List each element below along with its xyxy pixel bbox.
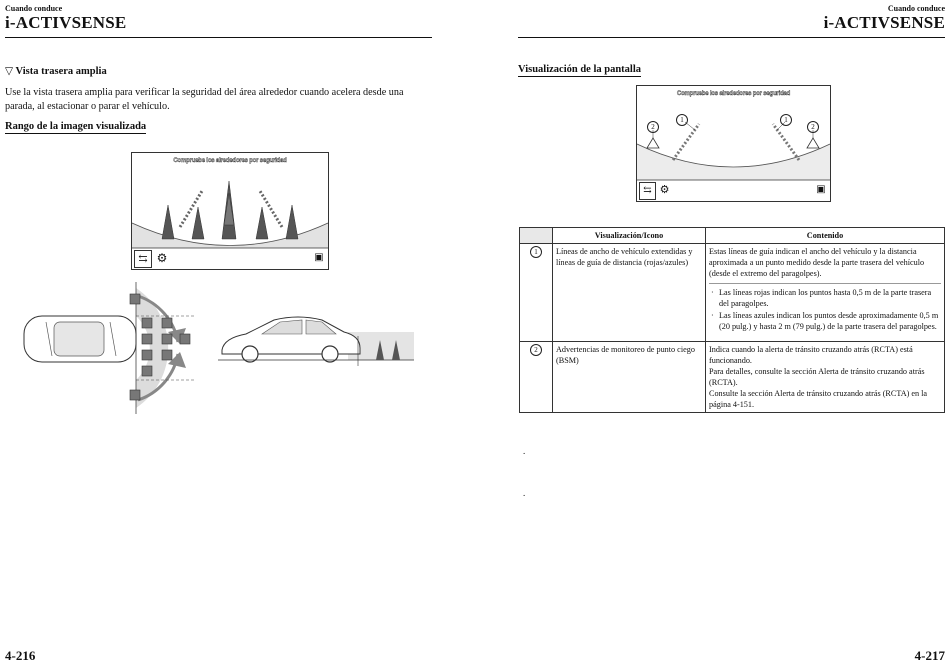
row-display-cell: Líneas de ancho de vehículo extendidas y líneas de guía de distancia (rojas/azules)	[553, 244, 706, 342]
row-number-cell: 1	[520, 244, 553, 342]
screen-banner-text: Compruebe los alrededores por seguridad	[676, 91, 791, 97]
table-header-row	[520, 228, 945, 244]
gear-icon[interactable]: ⚙	[659, 184, 670, 196]
table-header-display: Visualización/Icono	[553, 228, 706, 244]
stray-dot-1: .	[523, 446, 526, 456]
list-item: · Las líneas azules indican los puntos desde aproximadamente 0,5 m (20 pulg.) y hasta 2 m (79 pulg.) de la parte trasera del paragolpes.	[719, 310, 941, 332]
row-content-cell: Indica cuando la alerta de tránsito cruzando atrás (RCTA) está funcionando. Para detalles, consulte la sección Alerta de tránsito cruzando atrás (RCTA). Consulte la sección Alerta de tránsito cruzando atrás (RCTA) en la página 4-151.	[706, 342, 945, 413]
view-switch-icon[interactable]: ⇆	[639, 182, 656, 200]
right-camera-screen	[636, 85, 831, 202]
right-subheading: Visualización de la pantalla	[518, 64, 642, 75]
row-display-cell: Advertencias de monitoreo de punto ciego (BSM)	[553, 342, 706, 413]
car-sensor-icon: ▣	[816, 184, 826, 195]
table-header-content: Contenido	[706, 228, 945, 244]
left-header-rule	[5, 37, 432, 38]
left-paragraph: Use la vista trasera amplia para verificar la seguridad del área alrededor cuando acelera desde una parada, al estacionar o parar el vehículo.	[5, 87, 404, 112]
screen-banner-text: Compruebe los alrededores por seguridad	[173, 158, 287, 164]
right-section-label: Cuando conduce	[887, 4, 945, 13]
list-item: · Las líneas rojas indican los puntos hasta 0,5 m de la parte trasera del paragolpes.	[719, 287, 941, 309]
triangle-down-icon: ▽	[5, 66, 14, 77]
left-heading	[5, 65, 107, 77]
right-page-number: 4-217	[914, 648, 945, 663]
callout-1-left: 1	[676, 114, 688, 126]
right-header-rule	[518, 37, 945, 38]
right-page-title: i-ACTIVSENSE	[823, 13, 945, 32]
car-sensor-icon: ▣	[314, 252, 324, 263]
display-info-table	[519, 227, 945, 413]
top-view-vehicle-illustration	[18, 282, 198, 414]
left-page-number: 4-216	[5, 648, 36, 663]
left-camera-screen	[131, 152, 329, 270]
row-number-cell: 2	[520, 342, 553, 413]
callout-2-left: 2	[647, 121, 659, 133]
heading-text: Vista trasera amplia	[15, 66, 107, 77]
gear-icon[interactable]: ⚙	[156, 251, 168, 265]
callout-2-right: 2	[807, 121, 819, 133]
callout-1-right: 1	[780, 114, 792, 126]
left-subheading: Rango de la imagen visualizada	[5, 121, 147, 132]
table-header-empty	[520, 228, 553, 244]
content-divider	[709, 283, 941, 284]
left-section-label: Cuando conduce	[5, 4, 63, 13]
left-page-title: i-ACTIVSENSE	[5, 13, 127, 32]
stray-dot-2: .	[523, 488, 526, 498]
row-content-cell: Estas líneas de guía indican el ancho del vehículo y la distancia aproximada a un punto medido desde la parte trasera del vehículo (desde el extremo del paragolpes). · Las líneas rojas indican los puntos hasta 0,5 m de la parte trasera del paragolpes. · Las líneas azules indican los puntos desde aproximadamente 0,5 m (20 pulg.) y hasta 2 m (79 pulg.) de la parte trasera del paragolpes.	[706, 244, 945, 342]
view-switch-icon[interactable]: ⇆	[134, 250, 152, 268]
side-view-vehicle-illustration	[218, 312, 418, 368]
table-row	[520, 244, 945, 342]
table-row	[520, 342, 945, 413]
